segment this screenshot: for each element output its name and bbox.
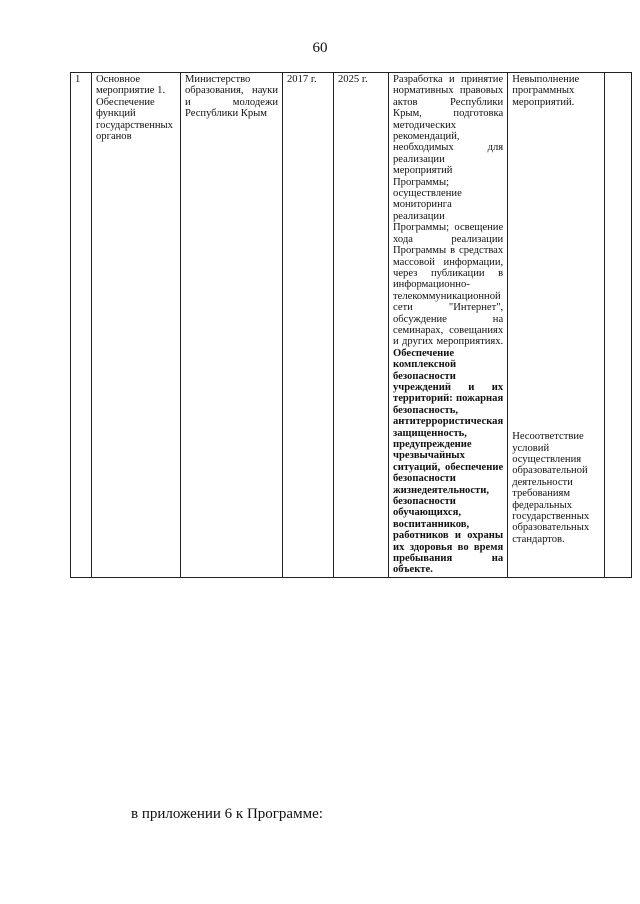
footer-text: в приложении 6 к Программе: [131,806,323,822]
start-year: 2017 г. [283,73,334,578]
risk-text-1: Невыполнение программных мероприятий. [512,74,580,108]
table-row [71,73,632,578]
end-year: 2025 г. [334,73,389,578]
empty-cell [605,73,632,578]
expected-result-bold-text: Обеспечение комплексной безопасности учреждений и их территорий: пожарная безопасность, антитеррористическая защищенность, предупреждение чрезвычайных ситуаций, обеспечение безопасности жизнедеятельности, безопасности обучающихся, воспитанников, работников и охраны их здоровья во время пребывания на объекте. [393,347,504,576]
program-table [70,72,632,578]
activity-name: Основное мероприятие 1. Обеспечение функций государственных органов [92,73,181,578]
page-number: 60 [312,40,328,56]
risk-text-2: Несоответствие условий осуществления образовательной деятельности требованиям федеральных государственных образовательных стандартов. [512,431,590,545]
expected-result-text: Разработка и принятие нормативных правовых актов Республики Крым, подготовка методических рекомендаций, необходимых для реализации мероприятий Программы; осуществление мониторинга реализации Программы; освещение хода реализации Программы в средствах массовой информации, через публикации в информационно-телекоммуникационной сети "Интернет", обсуждение на семинарах, совещаниях и других мероприятиях. [393,74,504,348]
row-number: 1 [71,73,92,578]
risks-cell [508,73,605,578]
executor: Министерство образования, науки и молодежи Республики Крым [181,73,283,578]
expected-result [389,73,508,578]
